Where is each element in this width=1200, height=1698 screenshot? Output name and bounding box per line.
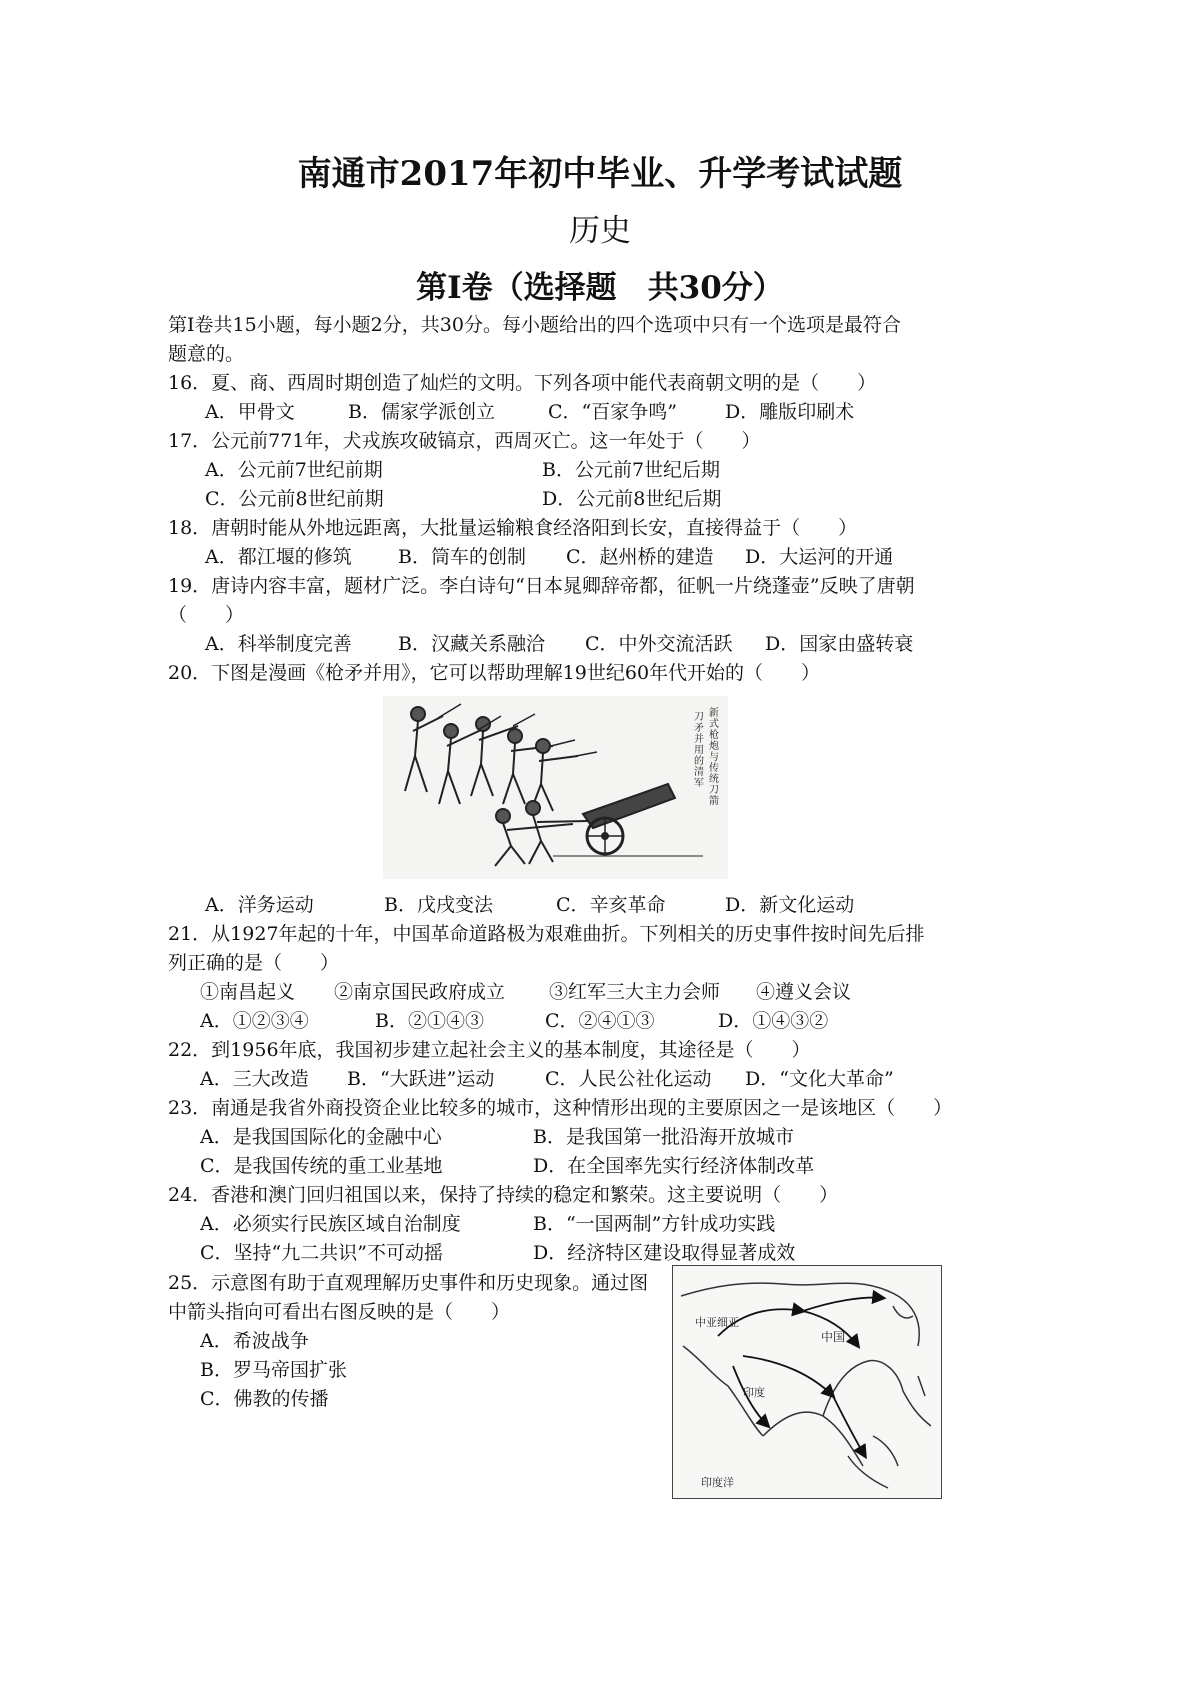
q19-stem: 19．唐诗内容丰富，题材广泛。李白诗句“日本晁卿辞帝都，征帆一片绕蓬壶”反映了唐朝 [168,575,915,597]
q20-option-b: B．戊戌变法 [384,894,493,916]
q24-stem: 24．香港和澳门回归祖国以来，保持了持续的稳定和繁荣。这主要说明（ ） [168,1184,839,1206]
q20-option-a: A．洋务运动 [205,894,314,916]
q25-option-c: C．佛教的传播 [200,1388,329,1410]
q25-option-a: A．希波战争 [200,1330,309,1352]
q24-option-c: C．坚持“九二共识”不可动摇 [200,1242,443,1264]
q23-option-d: D．在全国率先实行经济体制改革 [533,1155,815,1177]
q21-option-c: C．②④①③ [545,1010,655,1032]
q23-option-a: A．是我国国际化的金融中心 [200,1126,442,1148]
q19-option-d: D．国家由盛转衰 [765,633,914,655]
map-label-bottom: 印度洋 [701,1476,734,1489]
q22-option-b: B．“大跃进”运动 [347,1068,495,1090]
q18-option-b: B．筒车的创制 [398,546,526,568]
exam-title: 南通市2017年初中毕业、升学考试试题 [297,154,903,194]
q17-option-b: B．公元前7世纪后期 [542,459,721,481]
q19-option-b: B．汉藏关系融洽 [398,633,545,655]
q23-stem: 23．南通是我省外商投资企业比较多的城市，这种情形出现的主要原因之一是该地区（ ） [168,1097,953,1119]
q19-option-c: C．中外交流活跃 [585,633,733,655]
q18-option-c: C．赵州桥的建造 [566,546,714,568]
q17-option-d: D．公元前8世纪后期 [542,488,722,510]
intro-line-2: 题意的。 [168,343,245,365]
map-label-india: 印度 [743,1386,765,1399]
q21-option-a: A．①②③④ [200,1010,309,1032]
q21-option-b: B．②①④③ [375,1010,484,1032]
q17-option-a: A．公元前7世纪前期 [205,459,383,481]
cartoon-image [383,696,728,879]
q21-event-4: ④遵义会议 [756,981,852,1003]
q21-event-3: ③红军三大主力会师 [549,981,721,1003]
buddhism-map-image [672,1265,942,1499]
q17-stem: 17．公元前771年，犬戎族攻破镐京，西周灭亡。这一年处于（ ） [168,430,761,452]
q20-option-c: C．辛亥革命 [556,894,666,916]
q16-option-c: C．“百家争鸣” [548,401,677,423]
q22-option-d: D．“文化大革命” [745,1068,894,1090]
q20-option-d: D．新文化运动 [725,894,855,916]
q23-option-c: C．是我国传统的重工业基地 [200,1155,443,1177]
q19-option-a: A．科举制度完善 [205,633,352,655]
q24-option-a: A．必须实行民族区域自治制度 [200,1213,461,1235]
q17-option-c: C．公元前8世纪前期 [205,488,384,510]
map-label-center: 中国 [821,1330,846,1344]
q21-stem-cont: 列正确的是（ ） [168,952,340,974]
subject-title: 历史 [569,213,631,249]
q25-stem: 25．示意图有助于直观理解历史事件和历史现象。通过图 [168,1272,649,1294]
cartoon-caption-1: 新式枪炮与传统刀箭 [709,708,719,807]
q16-option-d: D．雕版印刷术 [725,401,855,423]
q22-option-c: C．人民公社化运动 [545,1068,712,1090]
q23-option-b: B．是我国第一批沿海开放城市 [533,1126,794,1148]
q16-option-a: A．甲骨文 [205,401,295,423]
q22-stem: 22．到1956年底，我国初步建立起社会主义的基本制度，其途径是（ ） [168,1039,811,1061]
map-label-origin: 中亚细亚 [695,1316,739,1329]
q21-event-1: ①南昌起义 [200,981,296,1003]
q22-option-a: A．三大改造 [200,1068,309,1090]
q16-stem: 16．夏、商、西周时期创造了灿烂的文明。下列各项中能代表商朝文明的是（ ） [168,372,877,394]
q18-option-a: A．都江堰的修筑 [205,546,352,568]
cartoon-caption-2: 刀矛并用的清军 [694,712,704,789]
q21-stem: 21．从1927年起的十年，中国革命道路极为艰难曲折。下列相关的历史事件按时间先后排 [168,923,925,945]
q21-option-d: D．①④③② [718,1010,829,1032]
q21-event-2: ②南京国民政府成立 [334,981,506,1003]
q18-option-d: D．大运河的开通 [745,546,894,568]
q24-option-b: B．“一国两制”方针成功实践 [533,1213,776,1235]
q24-option-d: D．经济特区建设取得显著成效 [533,1242,796,1264]
q18-stem: 18．唐朝时能从外地远距离，大批量运输粮食经洛阳到长安，直接得益于（ ） [168,517,858,539]
q20-stem: 20．下图是漫画《枪矛并用》，它可以帮助理解19世纪60年代开始的（ ） [168,662,821,684]
q16-option-b: B．儒家学派创立 [348,401,495,423]
section-title: 第Ⅰ卷（选择题 共30分） [416,270,784,306]
intro-line-1: 第Ⅰ卷共15小题，每小题2分，共30分。每小题给出的四个选项中只有一个选项是最符合 [168,314,901,336]
q19-stem-cont: （ ） [168,604,245,626]
q25-option-b: B．罗马帝国扩张 [200,1359,347,1381]
q25-stem-cont: 中箭头指向可看出右图反映的是（ ） [168,1301,511,1323]
